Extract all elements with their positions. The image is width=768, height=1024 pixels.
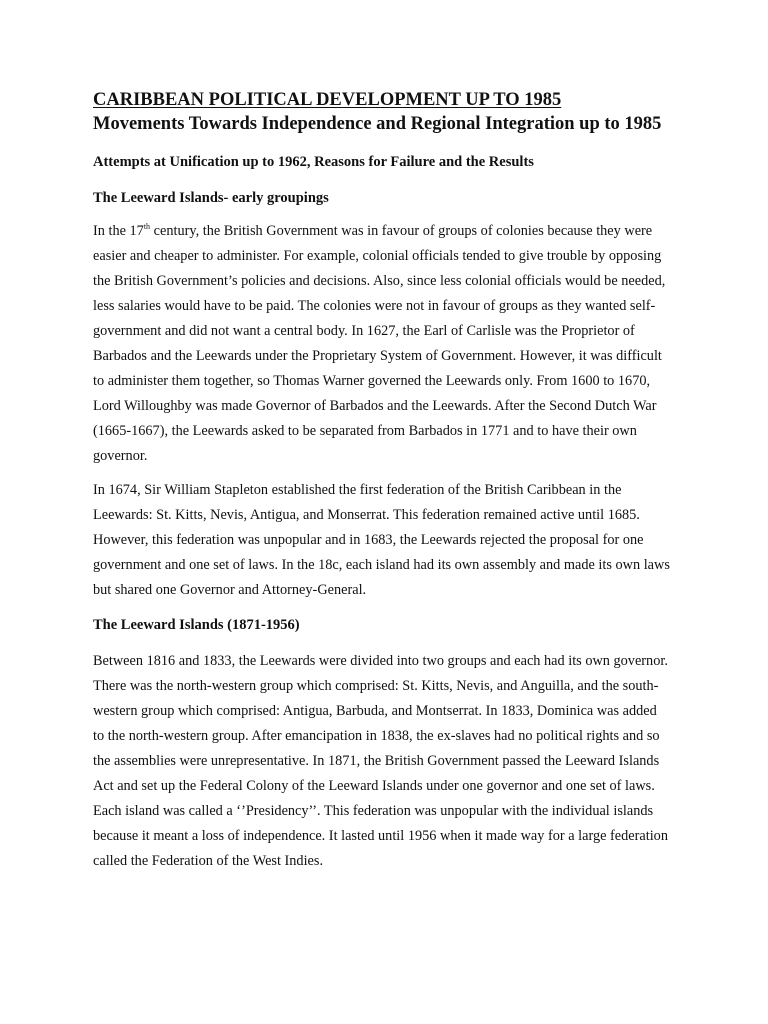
paragraph-text-rest: century, the British Government was in favour of groups of colonies because they were easier and cheaper to administer. For example, colonial officials tended to give trouble by opposing the British Government’s policies and decisions. Also, since less colonial officials would be needed, less salaries would have to be paid. The colonies were not in favour of groups as they wanted self-government and did not want a central body. In 1627, the Earl of Carlisle was the Proprietor of Barbados and the Leewards under the Proprietary System of Government. However, it was difficult to administer them together, so Thomas Warner governed the Leewards only. From 1600 to 1670, Lord Willoughby was made Governor of Barbados and the Leewards. After the Second Dutch War (1665-1667), the Leewards asked to be separated from Barbados in 1771 and to have their own governor. [93, 223, 666, 464]
document-page [93, 88, 673, 874]
paragraph-1674-federation: In 1674, Sir William Stapleton established the first federation of the British Caribbean in the Leewards: St. Kitts, Nevis, Antigua, and Monserrat. This federation remained active until 1685. However, this federation was unpopular and in 1683, the Leewards rejected the proposal for one government and one set of laws. In the 18c, each island had its own assembly and made its own laws but shared one Governor and Attorney-General. [93, 482, 670, 598]
subsection-heading-1871-1956: The Leeward Islands (1871-1956) [93, 617, 300, 633]
paragraph-1816-1833-groups: Between 1816 and 1833, the Leewards were divided into two groups and each had its own governor. There was the north-western group which comprised: St. Kitts, Nevis, and Anguilla, and the south- western group which comprised: Antigua, Barbuda, and Montserrat. In 1833, Dominica was added to the north-western group. After emancipation in 1838, the ex-slaves had no political rights and so the assemblies were unrepresentative. In 1871, the British Government passed the Leeward Islands Act and set up the Federal Colony of the Leeward Islands under one governor and one set of laws. Each island was called a ‘’Presidency’’. This federation was unpopular with the individual islands because it meant a loss of independence. It lasted until 1956 when it made way for a large federation called the Federation of the West Indies. [93, 653, 668, 869]
paragraph-text-start: In the 17 [93, 223, 144, 239]
document-title: CARIBBEAN POLITICAL DEVELOPMENT UP TO 1985 [93, 90, 562, 110]
section-heading: Attempts at Unification up to 1962, Reasons for Failure and the Results [93, 154, 534, 170]
subsection-heading-early-groupings: The Leeward Islands- early groupings [93, 190, 329, 206]
ordinal-suffix: th [143, 222, 151, 232]
document-subtitle: Movements Towards Independence and Regional Integration up to 1985 [93, 114, 662, 134]
paragraph-17th-century [93, 219, 671, 469]
